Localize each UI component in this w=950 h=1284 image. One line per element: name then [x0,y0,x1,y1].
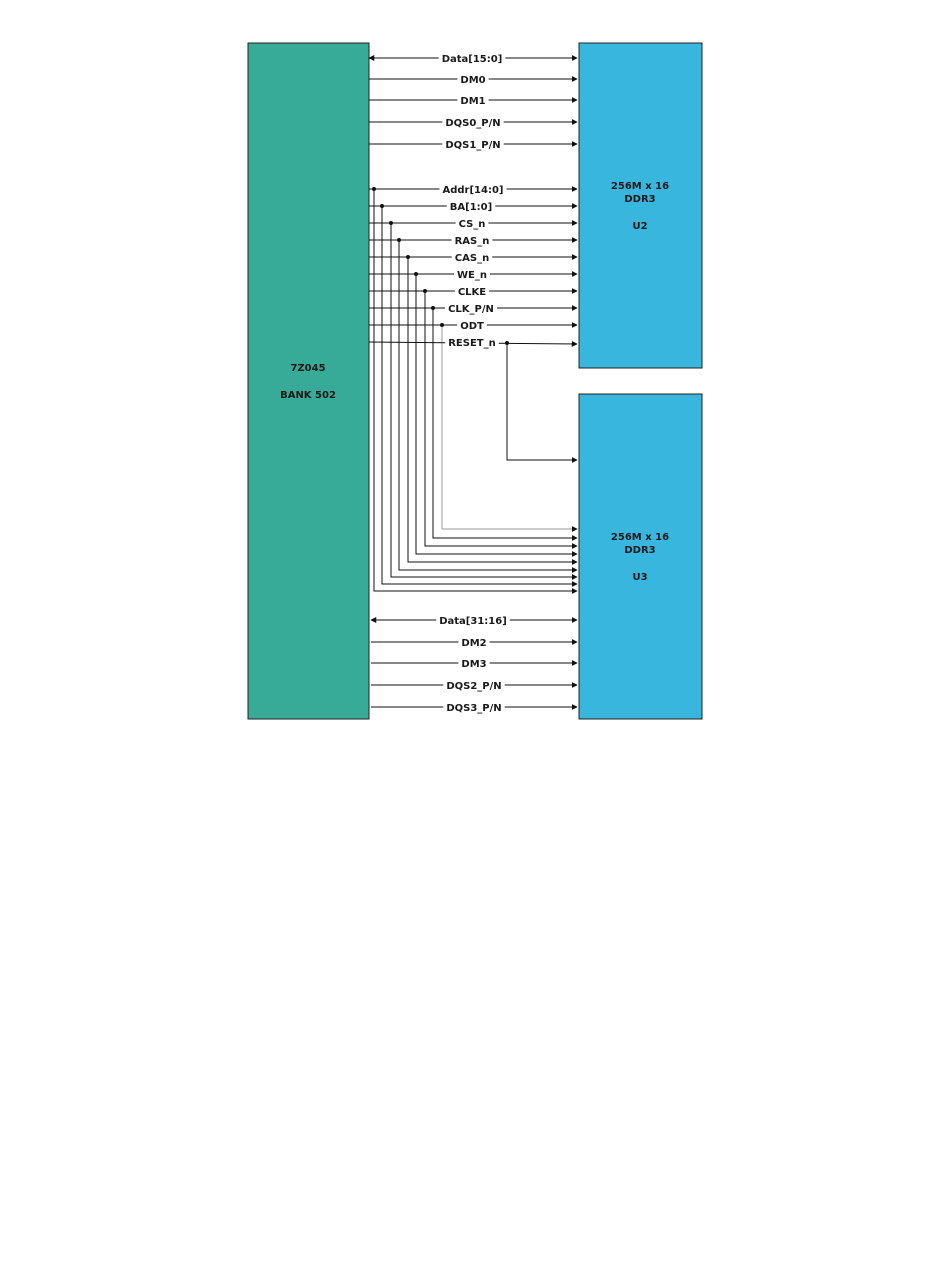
signal-label-dqs0-p-n: DQS0_P/N [445,118,501,129]
u3-size-label: 256M x 16 [610,532,670,543]
junction-ba-1-0 [380,204,384,208]
signal-label-dm1: DM1 [460,96,486,107]
junction-ras-n [397,238,401,242]
signal-label-data-15-0: Data[15:0] [441,54,503,65]
fpga-bank-label: BANK 502 [280,390,336,401]
junction-reset-n [505,341,509,345]
signal-label-dm0: DM0 [460,75,486,86]
junction-clke [423,289,427,293]
wire-reset-n-u3-branch [507,343,577,460]
signal-label-cs-n: CS_n [458,219,486,230]
signal-label-data-31-16: Data[31:16] [439,616,507,627]
signal-label-dqs1-p-n: DQS1_P/N [445,140,501,151]
wire-addr-14-0-u3-branch [374,189,577,591]
fpga-bank-block [248,43,369,719]
u2-type-label: DDR3 [624,194,656,205]
junction-cs-n [389,221,393,225]
signal-label-clke: CLKE [457,287,487,298]
signal-label-we-n: WE_n [457,270,487,281]
signal-label-ba-1-0: BA[1:0] [449,202,493,213]
signal-label-ras-n: RAS_n [454,236,490,247]
wire-odt-u3-branch [442,325,577,529]
ddr3-u3-block [579,394,702,719]
junction-addr-14-0 [372,187,376,191]
junction-clk-p-n [431,306,435,310]
junction-cas-n [406,255,410,259]
u2-designator-label: U2 [632,221,648,232]
signal-label-cas-n: CAS_n [454,253,490,264]
u3-designator-label: U3 [632,572,648,583]
signal-label-clk-p-n: CLK_P/N [448,304,494,315]
fpga-name-label: 7Z045 [290,363,326,374]
junction-odt [440,323,444,327]
wire-we-n-u3-branch [416,274,577,554]
u2-size-label: 256M x 16 [610,181,670,192]
u3-type-label: DDR3 [624,545,656,556]
signal-label-odt: ODT [460,321,484,332]
signal-label-dqs2-p-n: DQS2_P/N [446,681,502,692]
ddr3-u2-block [579,43,702,368]
signal-label-dm2: DM2 [461,638,487,649]
signal-label-dqs3-p-n: DQS3_P/N [446,703,502,714]
signal-label-dm3: DM3 [461,659,487,670]
signal-label-reset-n: RESET_n [448,338,496,349]
signal-label-addr-14-0: Addr[14:0] [442,185,504,196]
wire-clke-u3-branch [425,291,577,546]
junction-we-n [414,272,418,276]
